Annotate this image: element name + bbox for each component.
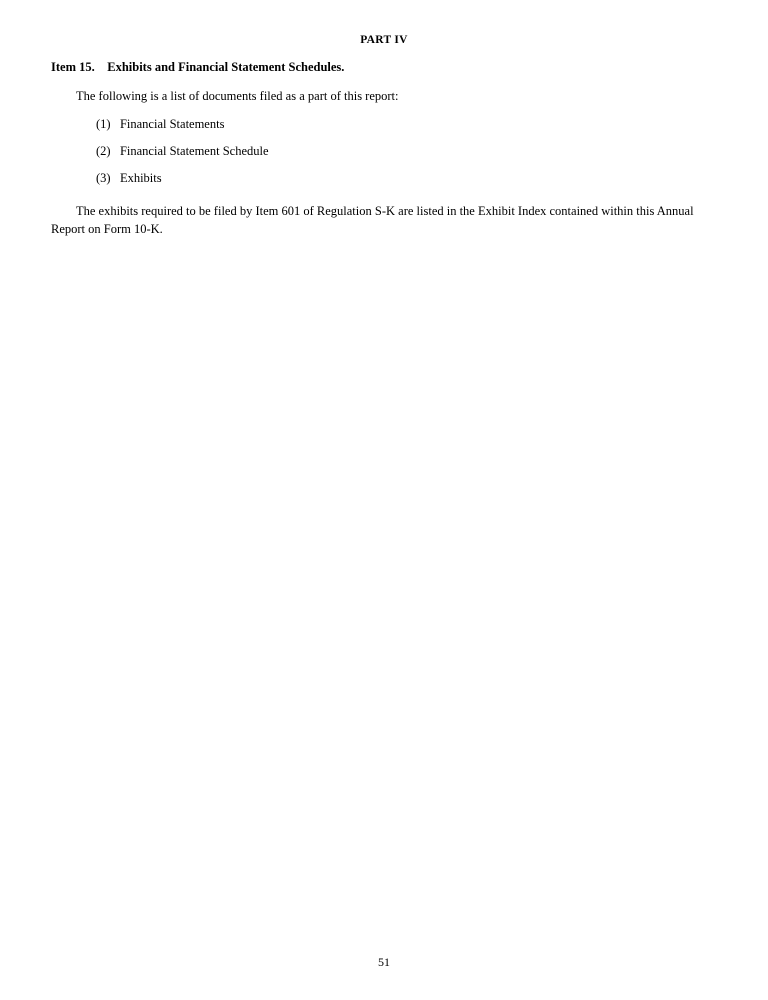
intro-paragraph: The following is a list of documents filed as a part of this report: [76, 89, 399, 103]
document-body [51, 34, 717, 239]
list-item: (3) Exhibits [96, 171, 162, 186]
list-item: (1) Financial Statements [96, 117, 225, 132]
item-heading: Item 15. Exhibits and Financial Statement Schedules. [51, 60, 345, 74]
part-heading: PART IV [360, 34, 408, 46]
page-number: 51 [378, 955, 390, 969]
closing-paragraph: The exhibits required to be filed by Item 601 of Regulation S-K are listed in the Exhibit Index contained within this Annual Report on Form 10-K. [51, 203, 694, 236]
list-item: (2) Financial Statement Schedule [96, 144, 269, 159]
